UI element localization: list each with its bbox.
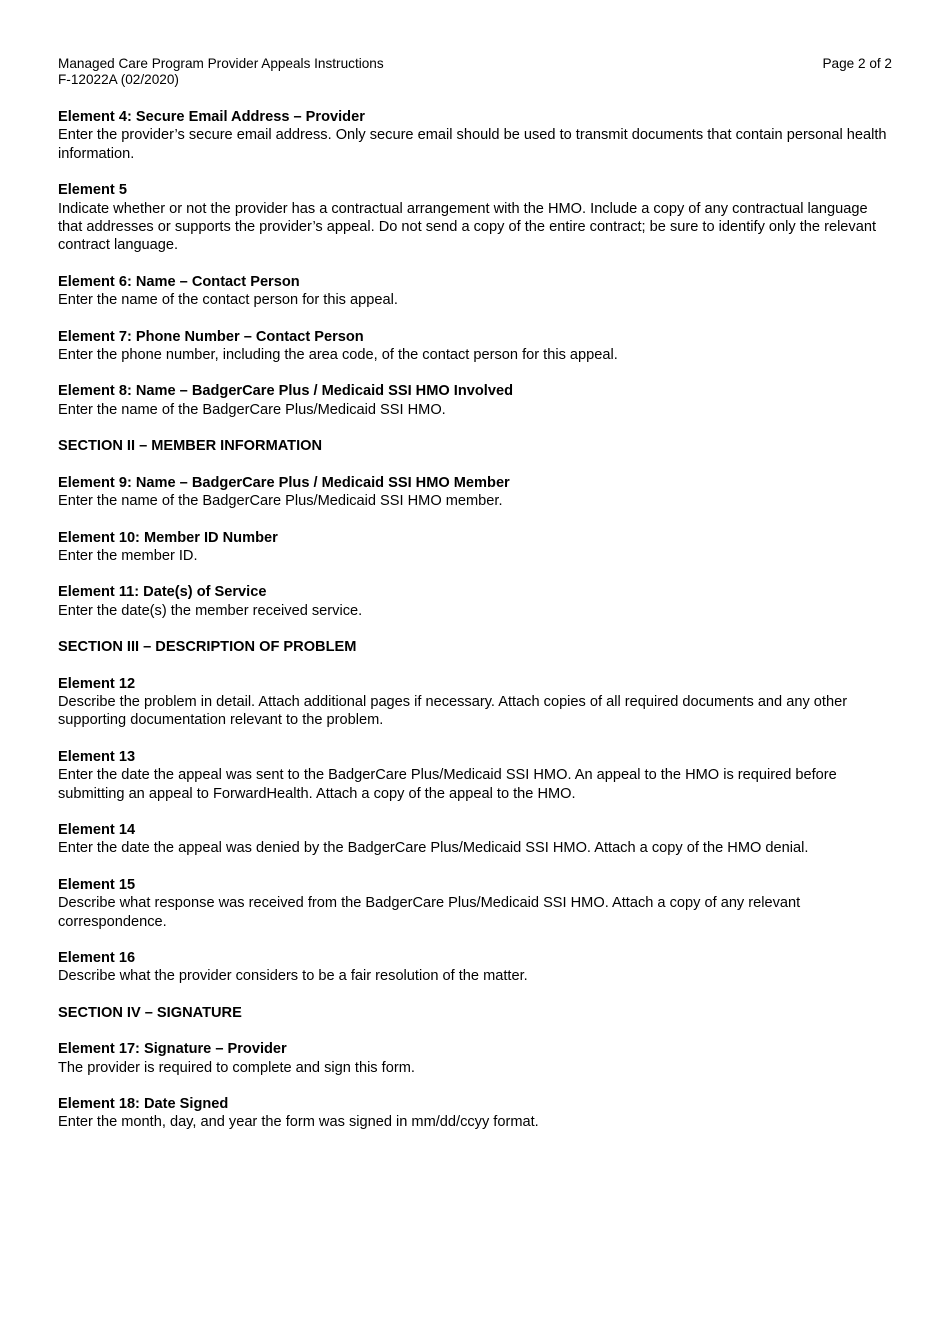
- element-description: Enter the phone number, including the area code, of the contact person for this appeal.: [58, 347, 618, 364]
- element-description: Describe what the provider considers to be a fair resolution of the matter.: [58, 968, 528, 985]
- element-description: Enter the provider’s secure email address. Only secure email should be used to transmit documents that contain personal health information.: [58, 127, 887, 162]
- element-description: Indicate whether or not the provider has a contractual arrangement with the HMO. Include a copy of any contractual language that addresses or supports the provider’s appeal. Do not send a copy of the entire contract; be sure to identify only the relevant contract language.: [58, 200, 877, 254]
- element-description: Describe the problem in detail. Attach additional pages if necessary. Attach copies of all required documents and any other supporting documentation relevant to the problem.: [58, 693, 848, 729]
- element-block: [58, 328, 892, 365]
- element-block: [58, 1040, 892, 1077]
- element-block: [58, 382, 892, 419]
- element-title: Element 11: Date(s) of Service: [58, 584, 267, 601]
- element-title: Element 8: Name – BadgerCare Plus / Medicaid SSI HMO Involved: [58, 383, 513, 400]
- element-description: Enter the date(s) the member received service.: [58, 602, 363, 619]
- section-heading: SECTION II – MEMBER INFORMATION: [58, 438, 323, 455]
- document-title: Managed Care Program Provider Appeals Instructions: [58, 56, 384, 71]
- element-block: [58, 181, 892, 255]
- element-title: Element 4: Secure Email Address – Provider: [58, 109, 365, 125]
- element-title: Element 12: [58, 675, 136, 692]
- element-title: Element 9: Name – BadgerCare Plus / Medicaid SSI HMO Member: [58, 474, 510, 491]
- element-block: [58, 273, 892, 310]
- page-header: [58, 56, 892, 90]
- element-description: Enter the date the appeal was sent to the BadgerCare Plus/Medicaid SSI HMO. An appeal to the HMO is required before submitting an appeal to ForwardHealth. Attach a copy of the appeal to the HMO.: [58, 767, 837, 802]
- element-title: Element 7: Phone Number – Contact Person: [58, 328, 364, 345]
- element-title: Element 17: Signature – Provider: [58, 1041, 287, 1058]
- element-block: [58, 949, 892, 986]
- element-title: Element 13: [58, 748, 136, 765]
- element-block: [58, 583, 892, 620]
- element-description: Describe what response was received from the BadgerCare Plus/Medicaid SSI HMO. Attach a copy of any relevant correspondence.: [58, 895, 801, 930]
- element-block: [58, 474, 892, 511]
- element-block: [58, 529, 892, 566]
- element-title: Element 10: Member ID Number: [58, 529, 278, 546]
- element-title: Element 5: [58, 182, 127, 199]
- element-description: The provider is required to complete and sign this form.: [58, 1059, 415, 1076]
- element-title: Element 15: [58, 876, 136, 893]
- element-title: Element 18: Date Signed: [58, 1096, 229, 1113]
- section-heading: SECTION III – DESCRIPTION OF PROBLEM: [58, 639, 357, 656]
- form-id: F-12022A (02/2020): [58, 72, 179, 87]
- element-description: Enter the name of the BadgerCare Plus/Medicaid SSI HMO member.: [58, 493, 503, 510]
- element-description: Enter the name of the BadgerCare Plus/Medicaid SSI HMO.: [58, 401, 446, 418]
- element-block: [58, 821, 892, 858]
- section-heading: SECTION IV – SIGNATURE: [58, 1004, 242, 1021]
- element-description: Enter the month, day, and year the form was signed in mm/dd/ccyy format.: [58, 1114, 539, 1131]
- element-title: Element 16: [58, 950, 136, 966]
- element-block: [58, 108, 892, 163]
- element-title: Element 6: Name – Contact Person: [58, 273, 300, 290]
- document-page: [58, 56, 892, 1150]
- document-body: [58, 108, 892, 1132]
- element-description: Enter the member ID.: [58, 547, 198, 564]
- element-block: [58, 675, 892, 730]
- element-description: Enter the name of the contact person for this appeal.: [58, 292, 398, 309]
- element-title: Element 14: [58, 821, 136, 838]
- element-description: Enter the date the appeal was denied by the BadgerCare Plus/Medicaid SSI HMO. Attach a copy of the HMO denial.: [58, 840, 809, 857]
- element-block: [58, 748, 892, 803]
- element-block: [58, 1095, 892, 1132]
- page-number: Page 2 of 2: [822, 56, 892, 71]
- element-block: [58, 876, 892, 931]
